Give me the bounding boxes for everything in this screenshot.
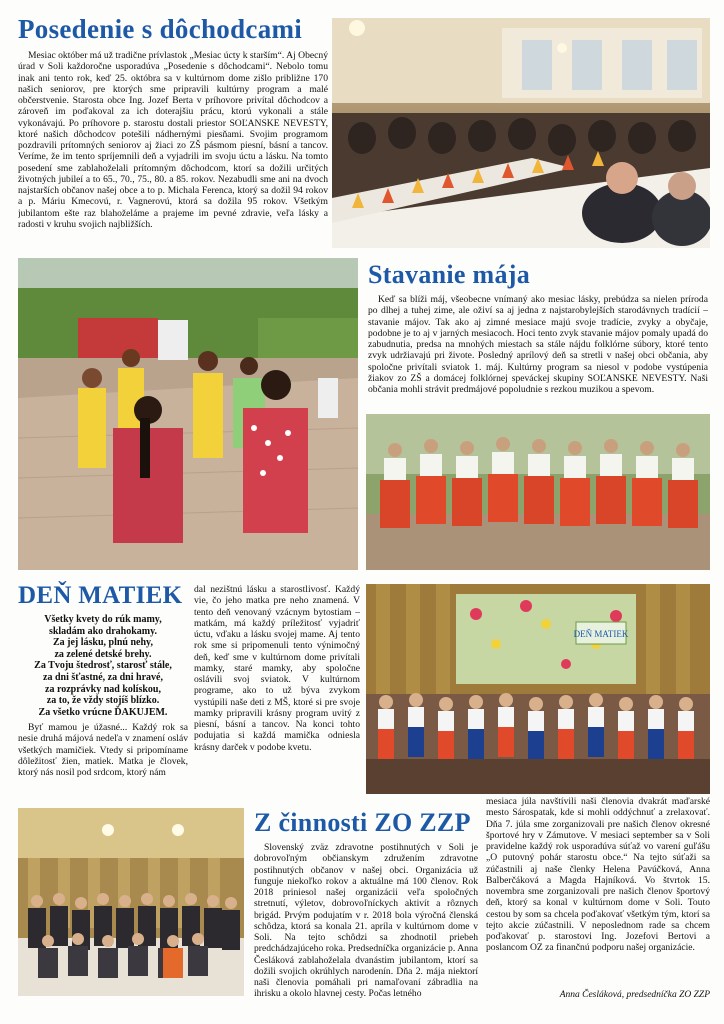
section-title-seniors: Posedenie s dôchodcami: [18, 14, 303, 44]
photo-children-dance: [18, 258, 358, 570]
paragraph: Slovenský zväz zdravotne postihnutých v Soli je dobrovoľným občianskym združením zdravotne postihnutých občanov v našej obci. Organizácia už funguje niekoľko rokov a aktuálne má 100 členov. Rok 2018 priniesol našej organizácii veľa spoločných stretnutí, výletov, dobrovoľníckych aktivít a rôznych brigád. Prvým podujatím v r. 2018 bola výročná členská schôdza, ktorá sa konala 21. apríla v kultúrnom dome v Soli. Na tejto schôdzi sa zhodnotil priebeh predchádzajúceho roka. Predsedníčka organizácie p. Anna Česláková zablahoželala dvanástim jubilantom, ktorí sa dožili svojich okrúhlych narodenín. Dňa 2. mája niektorí naši členovia pomáhali pri namaľovaní zábradlia na ihrisku a okolo hlavnej cesty. Počas letného: [254, 842, 478, 1000]
stage-banner-text: DEŇ MATIEK: [573, 629, 629, 639]
photo-zzp-group: [18, 808, 244, 996]
mothers-day-poem: [18, 614, 188, 718]
photo-mothers-day-stage: [366, 584, 710, 794]
article-maypole-text: [368, 294, 708, 408]
paragraph: mesiaca júla navštívili naši členovia dvakrát maďarské mesto Sárospatak, kde si mohli oddýchnuť a zrelaxovať. Dňa 7. júla sme zorganizovali pre našich členov okresné športové hry v Zámutove. V mesiaci september sa v Soli pravidelne každý rok usporadúva súťaž vo varení guľášu „O putovný pohár starostu obce.“ Na tejto súťaži sa zúčastnili aj naše členky Helena Pavúčková, Anna Balberčáková a Magda Hajníková. Vo štvrtok 15. novembra sme zorganizovali pre našich členov športový deň, ktorý sa konal v kultúrnom dome v Soli. Touto cestou by som sa chcela poďakovať všetkým tým, ktorí sa tejto akcie zúčastnili. V neposlednom rade sa chcem poďakovať p. starostovi Ing. Jozefovi Bertovi a poslancom OZ za finančnú podporu našej organizácie.: [486, 796, 710, 954]
poem-line: skladám ako drahokamy.: [48, 625, 158, 637]
article-seniors-text: [18, 50, 328, 248]
article-zzp-text-mid: [254, 842, 478, 1000]
paragraph: Keď sa blíži máj, všeobecne vnímaný ako mesiac lásky, prebúdza sa nielen príroda po dlhej a tuhej zime, ale oživí sa aj jedna z najstarobylejších starodávnych tradícií – stavanie májov. Tak ako aj zimné mesiace majú svoje tradície, zvyky a obyčaje, podobne je to aj v jarných mesiacoch. Hoci tento zvyk stavanie májov pomaly upadá do zabudnutia, predsa na mnohých miestach sa stále nájdu folklórne súbory, ktoré tento zvyk udržiavajú pri živote. Posledný aprílový deň sa stretli v našej obci občania, aby spoločne privítali sviatok 1. máj. Kultúrny program sa niesol v podobe vystúpenia žiakov zo ZŠ a domácej folklórnej speváckej skupiny SOĽANSKE NEVESTY. Naši občania mohli strávit predmájové popoludnie s rezkou muzikou a spevom.: [368, 294, 708, 395]
section-title-maypole: Stavanie mája: [368, 260, 531, 289]
poem-line: za rozprávky nad kolískou,: [45, 683, 161, 695]
article-zzp-text-right: [486, 796, 710, 982]
article-signature: Anna Česláková, predsedníčka ZO ZZP: [559, 990, 710, 1000]
section-title-zzp: Z činnosti ZO ZZP: [254, 808, 471, 837]
poem-line: Za jej lásku, plnú nehy,: [52, 637, 154, 649]
article-mothers-text-right: [194, 584, 360, 792]
paragraph: Byť mamou je úžasné... Každý rok sa nesie druhá májová nedeľa v znamení osláv všetkých mamičiek. Vtedy si pripomíname dôležitosť žien, matiek. Matka je človek, ktorý nás nosil pod srdcom, ktorý nám: [18, 722, 188, 778]
photo-seniors-hall: [332, 18, 710, 248]
poem-line: Všetky kvety do rúk mamy,: [44, 614, 162, 625]
article-mothers-text-left: [18, 722, 188, 790]
photo-folk-singers: [366, 414, 710, 570]
poem-line: za to, že vždy stojíš blízko.: [46, 695, 160, 707]
poem-line: Za Tvoju štedrosť, starosť stále,: [34, 660, 172, 672]
section-title-mothers-day: DEŇ MATIEK: [18, 582, 183, 609]
paragraph: Mesiac október má už tradične prívlastok „Mesiac úcty k starším“. Aj Obecný úrad v Soli každoročne usporadúva „Posedenie s dôchodcami“. Nebolo tomu inak ani tento rok, keď 25. októbra sa v kultúrnom dome zišlo približne 170 našich seniorov, pre ktorých sme pripravili kultúrny program a malé občerstvenie. Starosta obce Ing. Jozef Berta v príhovore privítal dôchodcov a zároveň im poďakoval za ich doterajšiu prácu, ktorú vykonali a stále vykonávajú. Po príhovore p. starostu dostali priestor SOĽANSKE NEVESTY, ktoré našich dôchodcov potešili nádhernými piesňami. Svojim programom pozdravili prítomných seniorov aj žiaci zo ZŠ pásmom piesní, básní a tancov. Veríme, že im tento spríjemnili deň a vyjadrili im svoju úctu a lásku. Na tomto posedení sme zablahoželali prítomným dôchodcom, ktorí sa dožili určitých životných jubileí a to 65., 70., 75., 80. a 85. rokov. Nezabudli sme ani na dvoch najstarších občanov našej obce a to p. Michala Ferenca, ktorý sa dožil 94 rokov a p. Máriu Kmecovú, r. Vagnerovú, ktorá sa dožila 95 rokov. Všetkým jubilantom ešte raz blahoželáme a prajeme im pevné zdravie, veľa lásky a radosti v kruhu svojich najbližších.: [18, 50, 328, 230]
paragraph: dal nezištnú lásku a starostlivosť. Každý vie, čo jeho matka pre neho znamená. V tento deň venovaný vzácnym bytostiam – matkám, má každý príležitosť vyjadriť úctu, vďaku a lásku svojej mame. Aj tento rok sme si pripomenuli tento výnimočný deň, keď sme v kultúrnom dome privítali mamky, staré mamky, aby spoločne oslávili svoj sviatok. V kultúrnom programe, ako to už býva zvykom vystúpili naše deti z MŠ, ktoré si pre svoje mamky pripravili krásny program uvitý z piesní, básní a tancov. Na konci tohto podujatia si každá mamička odniesla krásny darček v podobe kvetu.: [194, 584, 360, 753]
poem-line: za dni šťastné, za dni hravé,: [43, 671, 163, 683]
poem-line: za zelené detské brehy.: [54, 648, 152, 660]
poem-line: Za všetko vrúcne ĎAKUJEM.: [38, 706, 168, 718]
